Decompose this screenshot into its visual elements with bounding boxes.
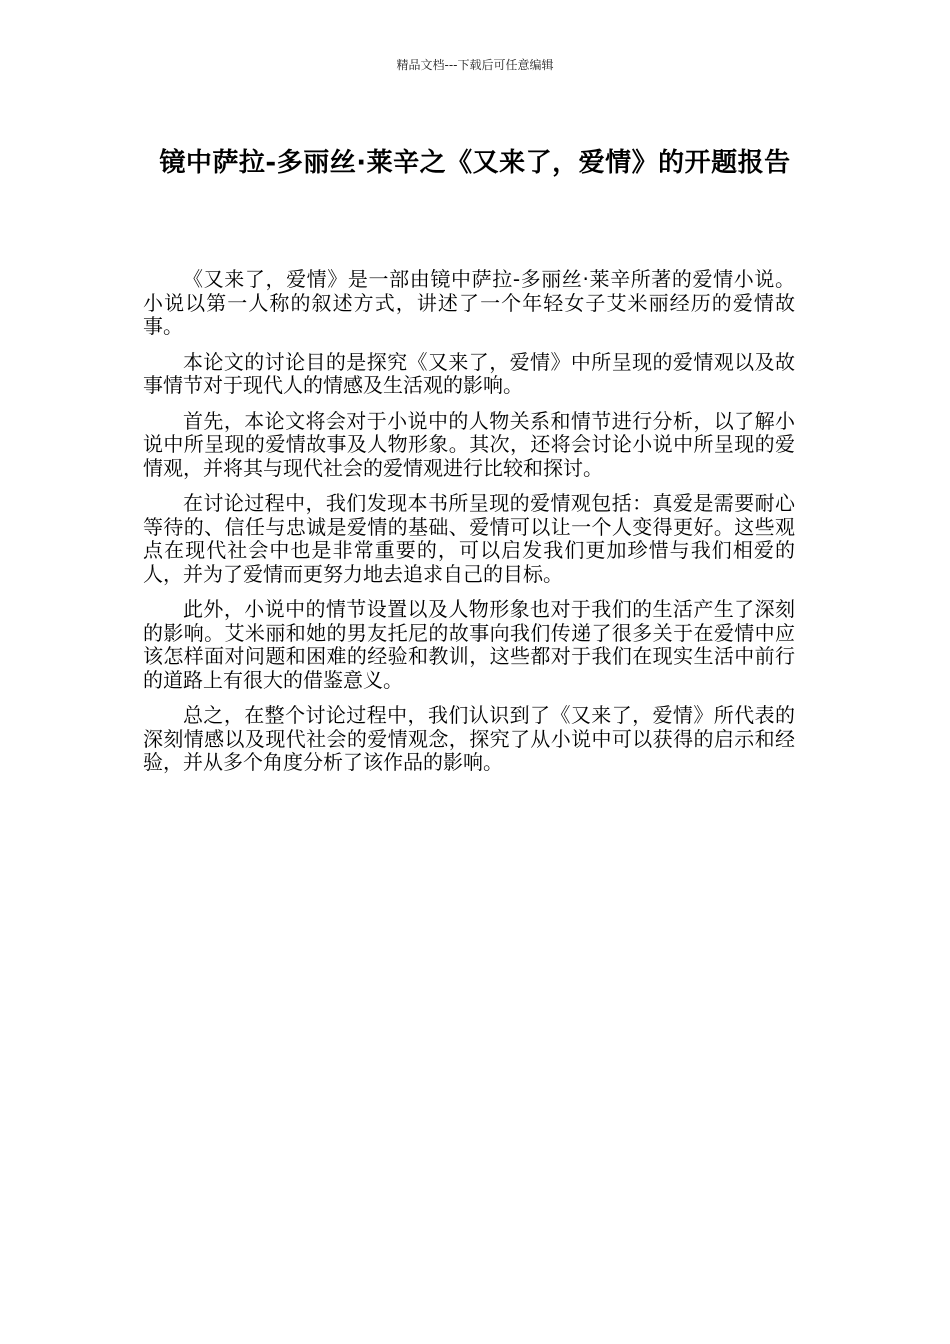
- document-body: [143, 268, 795, 787]
- paragraph-2: 本论文的讨论目的是探究《又来了，爱情》中所呈现的爱情观以及故事情节对于现代人的情感及生活观的影响。: [143, 349, 795, 397]
- paragraph-6: 总之，在整个讨论过程中，我们认识到了《又来了，爱情》所代表的深刻情感以及现代社会的爱情观念，探究了从小说中可以获得的启示和经验，并从多个角度分析了该作品的影响。: [143, 703, 795, 774]
- paragraph-1: 《又来了，爱情》是一部由镜中萨拉-多丽丝·莱辛所著的爱情小说。小说以第一人称的叙述方式，讲述了一个年轻女子艾米丽经历的爱情故事。: [143, 267, 795, 338]
- document-title: 镜中萨拉-多丽丝·莱辛之《又来了，爱情》的开题报告: [159, 148, 791, 178]
- paragraph-3: 首先，本论文将会对于小说中的人物关系和情节进行分析，以了解小说中所呈现的爱情故事及人物形象。其次，还将会讨论小说中所呈现的爱情观，并将其与现代社会的爱情观进行比较和探讨。: [143, 408, 795, 480]
- page-header: 精品文档---下载后可任意编辑: [396, 58, 554, 72]
- paragraph-5: 此外，小说中的情节设置以及人物形象也对于我们的生活产生了深刻的影响。艾米丽和她的男友托尼的故事向我们传递了很多关于在爱情中应该怎样面对问题和困难的经验和教训，这些都对于我们在现实生活中前行的道路上有很大的借鉴意义。: [143, 597, 795, 692]
- paragraph-4: 在讨论过程中，我们发现本书所呈现的爱情观包括：真爱是需要耐心等待的、信任与忠诚是爱情的基础、爱情可以让一个人变得更好。这些观点在现代社会中也是非常重要的，可以启发我们更加珍惜与我们相爱的人，并为了爱情而更努力地去追求自己的目标。: [143, 491, 795, 586]
